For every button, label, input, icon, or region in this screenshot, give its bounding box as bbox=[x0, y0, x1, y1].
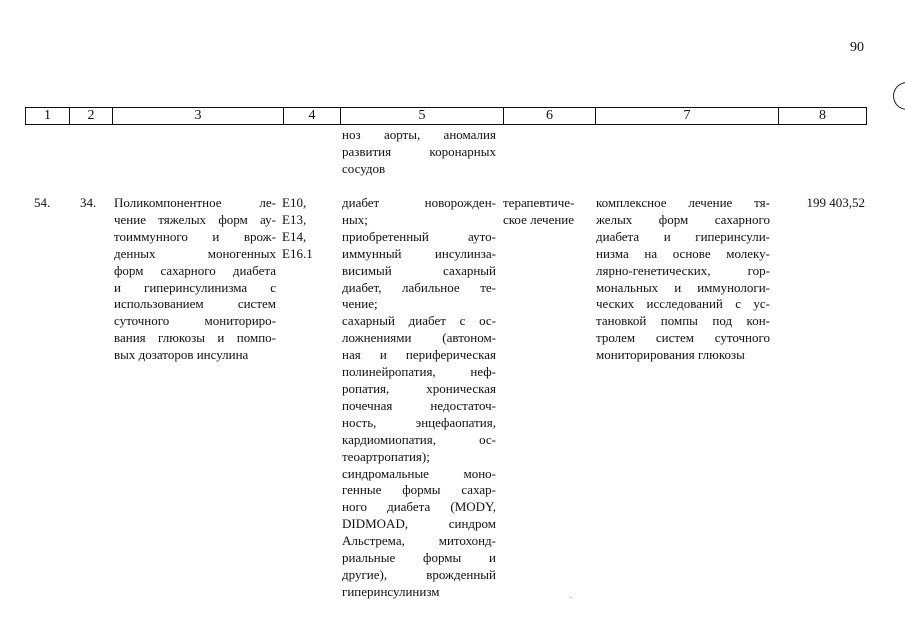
page-number: 90 bbox=[850, 40, 864, 55]
table-header-row bbox=[25, 107, 867, 125]
header-col-3: 3 bbox=[112, 108, 283, 124]
header-col-4: 4 bbox=[283, 108, 340, 124]
header-col-2: 2 bbox=[69, 108, 112, 124]
header-col-6: 6 bbox=[503, 108, 595, 124]
treatment-name: Поликомпонентное ле- чение тяжелых форм ау- тоиммунного и врож- денных моногенных форм сахарного диабета и гиперинсулинизма с использованием систем суточного мониториро- вания глюкозы и помпо- вых дозаторов инсулина bbox=[114, 195, 276, 363]
scan-speck bbox=[570, 597, 572, 598]
patient-model: диабет новорожден- ных; приобретенный ауто- иммунный инсулинза- висимый сахарный диабет, лабильное те- чение; сахарный диабет с ос- ложнениями (автоном- ная и периферическая полинейропатия, неф- ропатия, хроническая почечная недостаточ- ность, энцефаопатия, кардиомиопатия, ос- теоартропатия); синдромальные моно- генные формы сахар- ного диабета (MODY, DIDMOAD, синдром Альстрема, митохонд- риальные формы и другие), врожденный гиперинсулинизм bbox=[342, 195, 496, 599]
header-col-8: 8 bbox=[778, 108, 866, 124]
continuation-col-5: ноз аорты, аномалия развития коронарных сосудов bbox=[342, 127, 496, 176]
treatment-method: комплексное лечение тя- желых форм сахарного диабета и гиперинсули- низма на основе молеку- лярно-генетических, гор- мональных и иммунологи- ческих исследований с ус- тановкой помпы под кон- тролем систем суточного мониторирования глюкозы bbox=[596, 195, 770, 363]
row-number: 54. bbox=[34, 195, 51, 210]
header-col-7: 7 bbox=[595, 108, 778, 124]
page-edge-bracket bbox=[893, 82, 905, 110]
header-col-1: 1 bbox=[44, 108, 51, 123]
treatment-type: терапевтиче- ское лечение bbox=[503, 195, 575, 227]
cost-value: 199 403,52 bbox=[806, 195, 865, 210]
header-col-5: 5 bbox=[340, 108, 503, 124]
icd-codes: E10, E13, E14, E16.1 bbox=[282, 195, 313, 261]
group-number: 34. bbox=[80, 195, 97, 210]
